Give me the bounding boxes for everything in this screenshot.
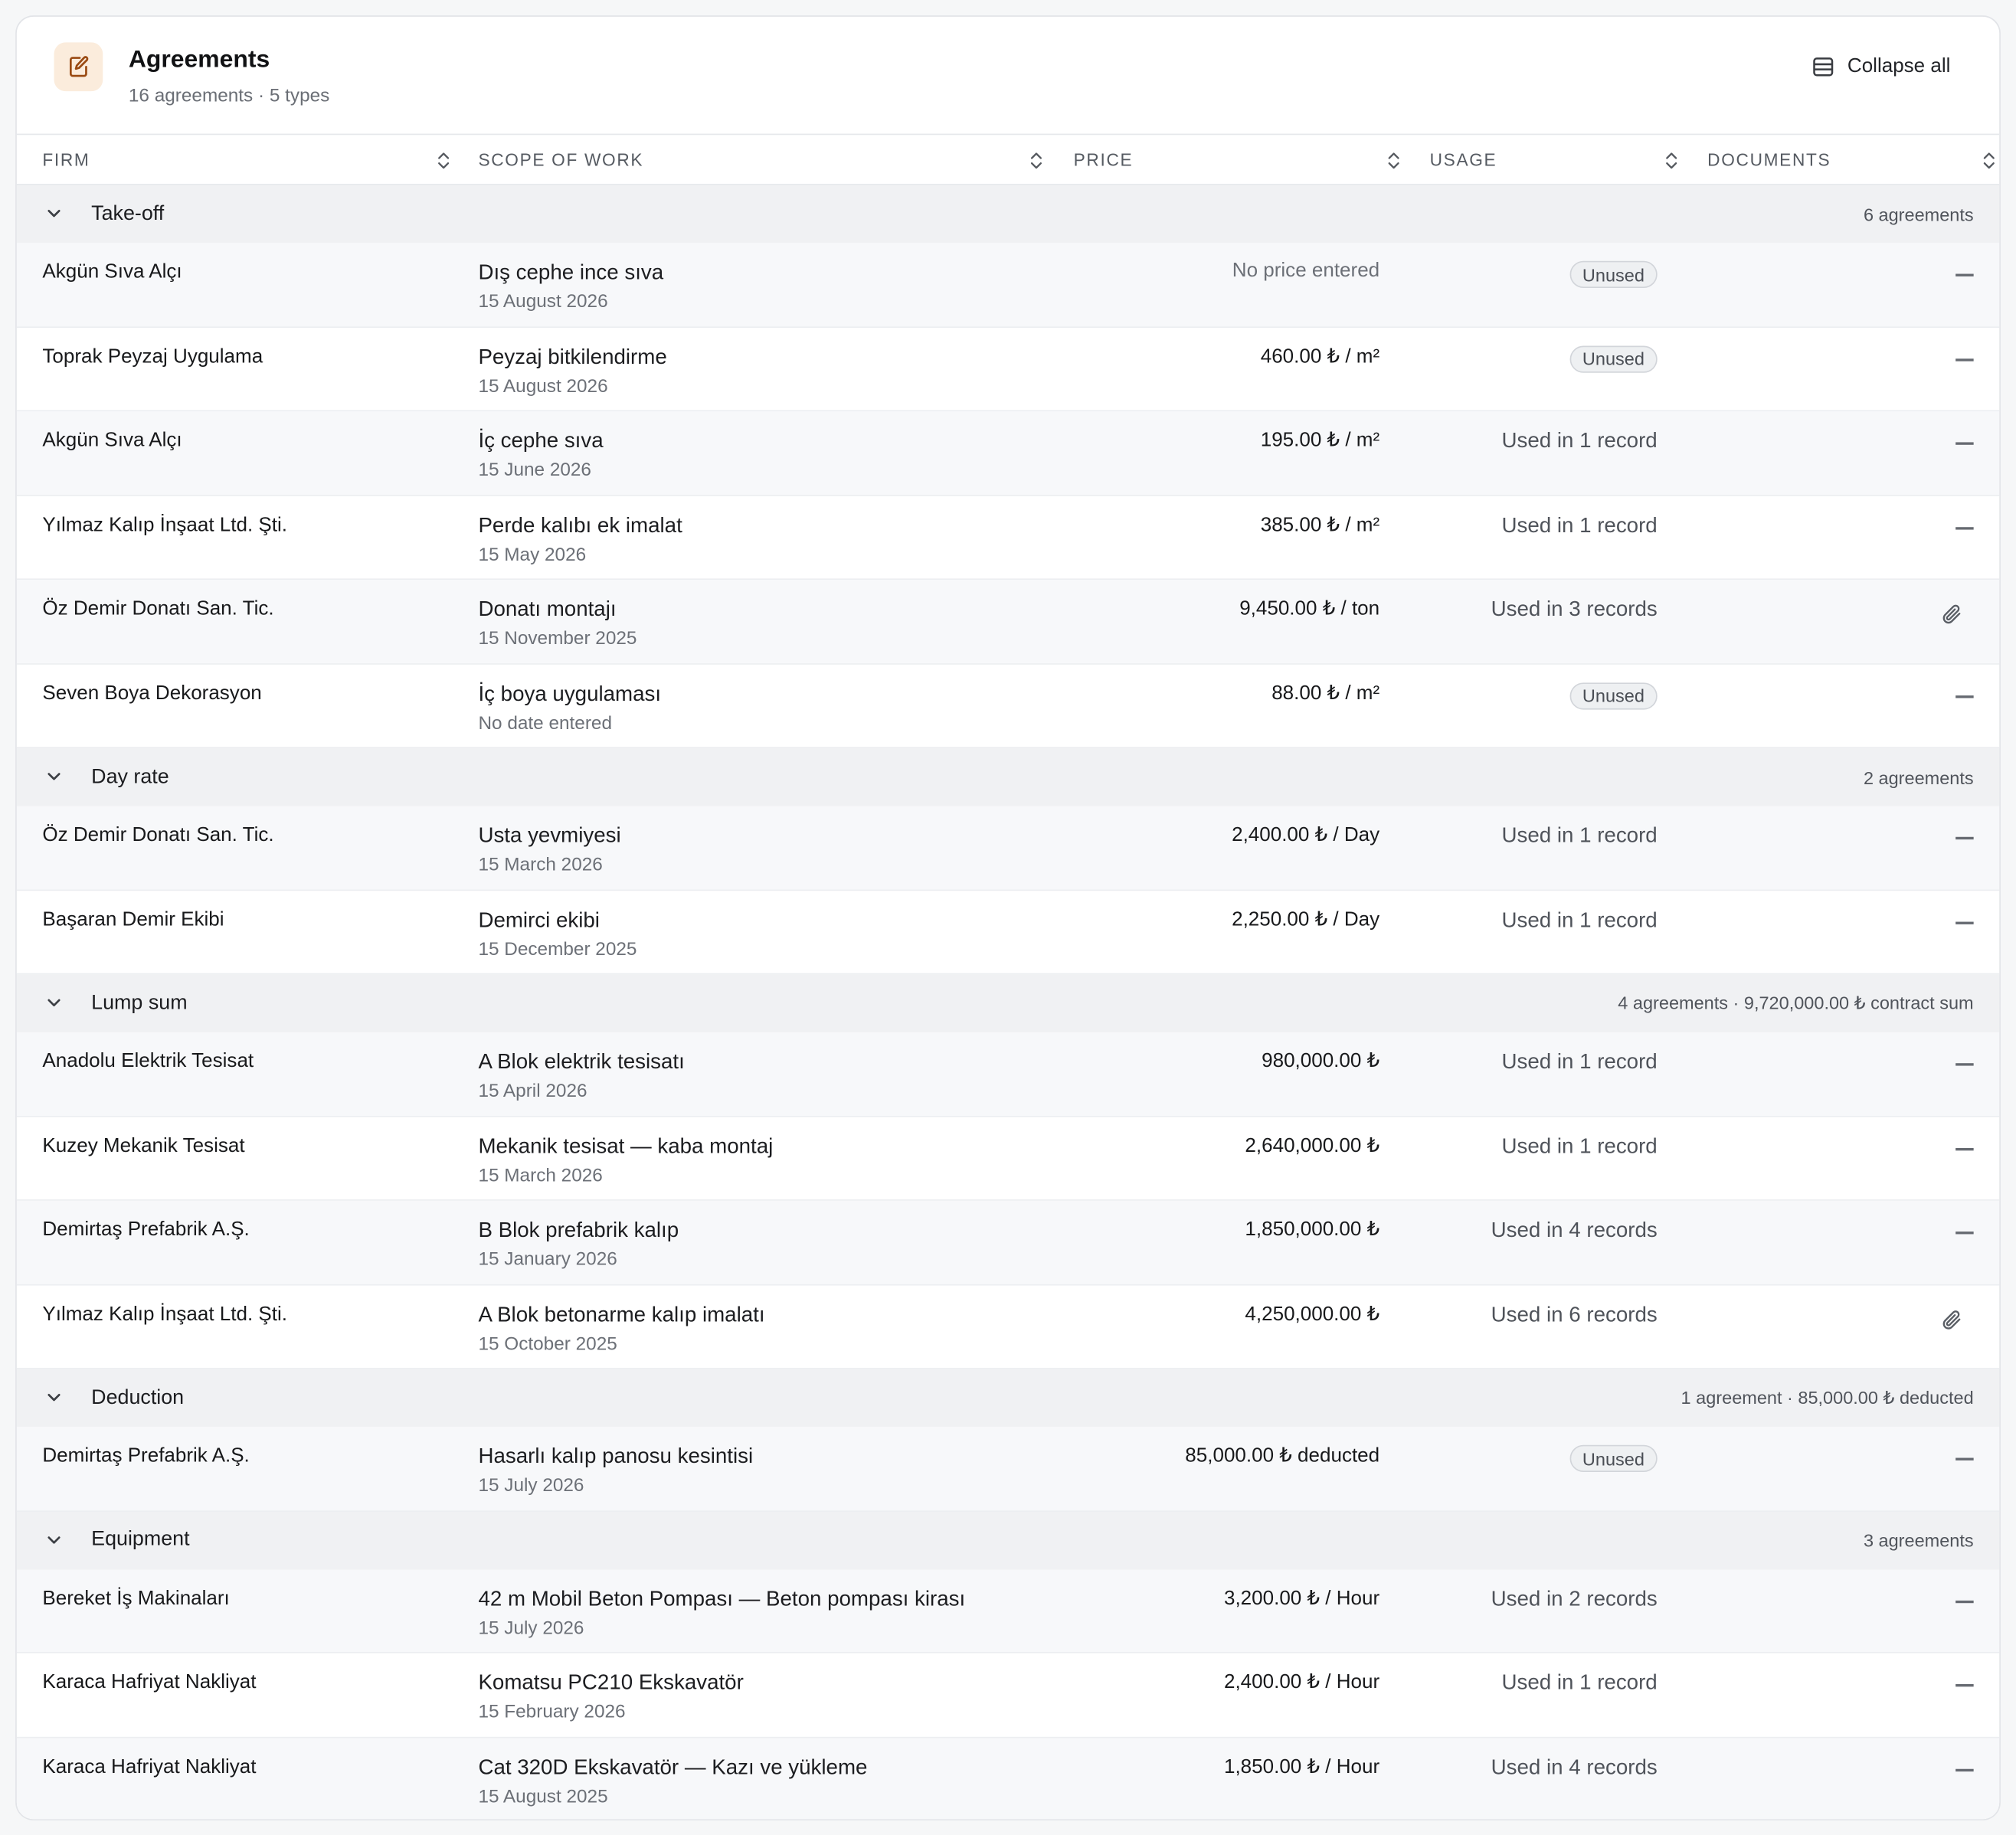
documents-empty-dash xyxy=(1955,837,1974,839)
table-row[interactable] xyxy=(17,243,1999,327)
table-row[interactable] xyxy=(17,327,1999,411)
firm-name: Yılmaz Kalıp İnşaat Ltd. Şti. xyxy=(42,513,288,536)
usage-text: Used in 6 records xyxy=(1491,1303,1658,1326)
agreement-date: 15 August 2026 xyxy=(478,292,608,312)
firm-name: Akgün Sıva Alçı xyxy=(42,260,182,283)
firm-name: Karaca Hafriyat Nakliyat xyxy=(42,1671,257,1693)
page-title: Agreements xyxy=(128,46,270,74)
sort-icon xyxy=(1664,150,1679,171)
chevron-down-icon xyxy=(45,1530,64,1549)
group-header-day-rate[interactable] xyxy=(17,748,1999,806)
table-row[interactable] xyxy=(17,1738,1999,1820)
agreement-date: 15 February 2026 xyxy=(478,1702,626,1723)
scope-of-work: Usta yevmiyesi xyxy=(478,823,621,848)
documents-empty-dash xyxy=(1955,1232,1974,1234)
sort-icon xyxy=(1982,150,1997,171)
sort-icon xyxy=(436,150,451,171)
group-header-lump-sum[interactable] xyxy=(17,974,1999,1032)
group-name: Take-off xyxy=(91,202,165,224)
documents-empty-dash xyxy=(1955,1768,1974,1771)
usage-badge: Unused xyxy=(1569,261,1658,288)
chevron-down-icon xyxy=(45,767,64,786)
scope-of-work: Komatsu PC210 Ekskavatör xyxy=(478,1671,744,1695)
paperclip-icon[interactable] xyxy=(1940,603,1963,626)
usage-text: Used in 4 records xyxy=(1491,1218,1658,1242)
table-row[interactable] xyxy=(17,1285,1999,1369)
column-header-scope[interactable] xyxy=(478,135,1044,185)
scope-of-work: Cat 320D Ekskavatör — Kazı ve yükleme xyxy=(478,1755,868,1779)
page-subtitle: 16 agreements · 5 types xyxy=(128,86,330,107)
table-row[interactable] xyxy=(17,496,1999,580)
table-row[interactable] xyxy=(17,1653,1999,1738)
agreement-date: 15 March 2026 xyxy=(478,855,603,876)
agreement-date: 15 August 2025 xyxy=(478,1786,608,1807)
group-name: Equipment xyxy=(91,1528,190,1551)
agreement-date: 15 July 2026 xyxy=(478,1476,584,1496)
usage-text: Used in 1 record xyxy=(1501,1050,1658,1074)
scope-of-work: Dış cephe ince sıva xyxy=(478,260,664,284)
group-summary: 6 agreements xyxy=(1863,204,1974,224)
firm-name: Yılmaz Kalıp İnşaat Ltd. Şti. xyxy=(42,1303,288,1325)
documents-empty-dash xyxy=(1955,274,1974,276)
scope-of-work: Perde kalıbı ek imalat xyxy=(478,513,682,537)
agreement-date: 15 November 2025 xyxy=(478,628,637,649)
documents-empty-dash xyxy=(1955,526,1974,528)
scope-of-work: A Blok elektrik tesisatı xyxy=(478,1050,685,1074)
table-row[interactable] xyxy=(17,1032,1999,1117)
firm-name: Toprak Peyzaj Uygulama xyxy=(42,345,263,368)
chevron-down-icon xyxy=(45,1389,64,1407)
table-row[interactable] xyxy=(17,806,1999,890)
chevron-down-icon xyxy=(45,204,64,223)
usage-text: Used in 4 records xyxy=(1491,1755,1658,1779)
price-value: 2,250.00 ₺ / Day xyxy=(1232,908,1380,931)
usage-text: Used in 1 record xyxy=(1501,513,1658,537)
scope-of-work: Donatı montajı xyxy=(478,597,617,621)
sort-icon xyxy=(1386,150,1402,171)
firm-name: Demirtaş Prefabrik A.Ş. xyxy=(42,1444,250,1467)
price-value: No price entered xyxy=(1232,260,1380,282)
group-name: Deduction xyxy=(91,1386,185,1408)
agreement-date: 15 March 2026 xyxy=(478,1165,603,1186)
price-value: 88.00 ₺ / m² xyxy=(1271,682,1380,705)
usage-text: Used in 3 records xyxy=(1491,597,1658,621)
usage-text: Used in 1 record xyxy=(1501,823,1658,848)
table-row[interactable] xyxy=(17,580,1999,664)
card-header xyxy=(17,17,1999,135)
price-value: 4,250,000.00 ₺ xyxy=(1245,1303,1380,1325)
scope-of-work: Demirci ekibi xyxy=(478,908,600,932)
table-header xyxy=(17,135,1999,185)
documents-empty-dash xyxy=(1955,1147,1974,1150)
price-value: 460.00 ₺ / m² xyxy=(1260,345,1380,368)
table-row[interactable] xyxy=(17,664,1999,748)
firm-name: Başaran Demir Ekibi xyxy=(42,908,224,931)
agreement-date: 15 July 2026 xyxy=(478,1617,584,1639)
price-value: 1,850.00 ₺ / Hour xyxy=(1223,1755,1380,1778)
documents-empty-dash xyxy=(1955,921,1974,924)
group-header-equipment[interactable] xyxy=(17,1511,1999,1569)
column-header-usage[interactable] xyxy=(1430,135,1680,185)
usage-text: Used in 2 records xyxy=(1491,1587,1658,1611)
documents-empty-dash xyxy=(1955,1600,1974,1602)
price-value: 85,000.00 ₺ deducted xyxy=(1185,1444,1380,1467)
group-summary: 3 agreements xyxy=(1863,1529,1974,1551)
scope-of-work: Peyzaj bitkilendirme xyxy=(478,345,667,368)
table-row[interactable] xyxy=(17,411,1999,496)
price-value: 980,000.00 ₺ xyxy=(1262,1050,1380,1072)
documents-empty-dash xyxy=(1955,695,1974,697)
table-row[interactable] xyxy=(17,890,1999,974)
firm-name: Öz Demir Donatı San. Tic. xyxy=(42,597,274,620)
price-value: 2,640,000.00 ₺ xyxy=(1245,1134,1380,1156)
scope-of-work: Mekanik tesisat — kaba montaj xyxy=(478,1134,774,1158)
column-header-documents[interactable] xyxy=(1707,135,1997,185)
usage-badge: Unused xyxy=(1569,345,1658,372)
scope-of-work: İç boya uygulaması xyxy=(478,682,662,705)
table-rows-icon xyxy=(1811,55,1834,78)
agreements-card xyxy=(15,15,2001,1820)
scope-of-work: 42 m Mobil Beton Pompası — Beton pompası kirası xyxy=(478,1587,966,1611)
usage-text: Used in 1 record xyxy=(1501,1671,1658,1695)
price-value: 195.00 ₺ / m² xyxy=(1260,429,1380,452)
price-value: 2,400.00 ₺ / Day xyxy=(1232,823,1380,846)
chevron-down-icon xyxy=(45,994,64,1012)
column-label-price: PRICE xyxy=(1073,150,1134,170)
agreement-date: 15 December 2025 xyxy=(478,939,637,960)
scope-of-work: A Blok betonarme kalıp imalatı xyxy=(478,1303,765,1326)
group-header-deduction[interactable] xyxy=(17,1369,1999,1428)
paperclip-icon[interactable] xyxy=(1940,1308,1963,1331)
firm-name: Anadolu Elektrik Tesisat xyxy=(42,1050,254,1072)
scope-of-work: İç cephe sıva xyxy=(478,429,604,453)
column-label-documents: DOCUMENTS xyxy=(1707,150,1831,170)
documents-empty-dash xyxy=(1955,1684,1974,1686)
column-label-usage: USAGE xyxy=(1429,150,1497,170)
agreement-date: 15 October 2025 xyxy=(478,1333,617,1355)
firm-name: Bereket İş Makinaları xyxy=(42,1587,230,1609)
firm-name: Karaca Hafriyat Nakliyat xyxy=(42,1755,257,1778)
scope-of-work: B Blok prefabrik kalıp xyxy=(478,1218,679,1242)
agreement-date: 15 April 2026 xyxy=(478,1081,587,1102)
usage-text: Used in 1 record xyxy=(1501,1134,1658,1158)
sort-icon xyxy=(1029,150,1044,171)
firm-name: Öz Demir Donatı San. Tic. xyxy=(42,823,274,846)
price-value: 3,200.00 ₺ / Hour xyxy=(1223,1587,1380,1609)
scope-of-work: Hasarlı kalıp panosu kesintisi xyxy=(478,1444,754,1468)
agreement-date: 15 January 2026 xyxy=(478,1249,617,1271)
agreement-date: No date entered xyxy=(478,712,613,734)
agreement-date: 15 May 2026 xyxy=(478,544,587,565)
usage-text: Used in 1 record xyxy=(1501,908,1658,932)
column-header-price[interactable] xyxy=(1074,135,1402,185)
price-value: 385.00 ₺ / m² xyxy=(1260,513,1380,536)
group-name: Lump sum xyxy=(91,992,188,1014)
column-label-firm: FIRM xyxy=(42,150,90,170)
price-value: 9,450.00 ₺ / ton xyxy=(1239,597,1380,620)
usage-badge: Unused xyxy=(1569,1445,1658,1472)
table-row[interactable] xyxy=(17,1569,1999,1653)
firm-name: Demirtaş Prefabrik A.Ş. xyxy=(42,1218,250,1241)
documents-empty-dash xyxy=(1955,442,1974,444)
usage-badge: Unused xyxy=(1569,682,1658,708)
price-value: 1,850,000.00 ₺ xyxy=(1245,1218,1380,1241)
firm-name: Akgün Sıva Alçı xyxy=(42,429,182,452)
collapse-all-button[interactable] xyxy=(1811,51,1951,82)
firm-name: Seven Boya Dekorasyon xyxy=(42,682,262,705)
price-value: 2,400.00 ₺ / Hour xyxy=(1223,1671,1380,1693)
table-row[interactable] xyxy=(17,1117,1999,1201)
agreement-date: 15 August 2026 xyxy=(478,375,608,397)
group-summary: 1 agreement · 85,000.00 ₺ deducted xyxy=(1681,1387,1974,1408)
table-body xyxy=(17,185,1999,1820)
table-row[interactable] xyxy=(17,1201,1999,1285)
edit-document-icon xyxy=(54,42,103,91)
collapse-all-label: Collapse all xyxy=(1847,55,1951,77)
column-header-firm[interactable] xyxy=(42,135,451,185)
group-header-take-off[interactable] xyxy=(17,185,1999,244)
group-summary: 4 agreements · 9,720,000.00 ₺ contract sum xyxy=(1618,992,1974,1013)
firm-name: Kuzey Mekanik Tesisat xyxy=(42,1134,245,1156)
column-label-scope: SCOPE OF WORK xyxy=(478,150,644,170)
documents-empty-dash xyxy=(1955,1063,1974,1065)
table-row[interactable] xyxy=(17,1427,1999,1511)
group-summary: 2 agreements xyxy=(1863,767,1974,788)
documents-empty-dash xyxy=(1955,358,1974,360)
usage-text: Used in 1 record xyxy=(1501,429,1658,453)
agreement-date: 15 June 2026 xyxy=(478,460,591,481)
documents-empty-dash xyxy=(1955,1458,1974,1460)
group-name: Day rate xyxy=(91,765,169,788)
